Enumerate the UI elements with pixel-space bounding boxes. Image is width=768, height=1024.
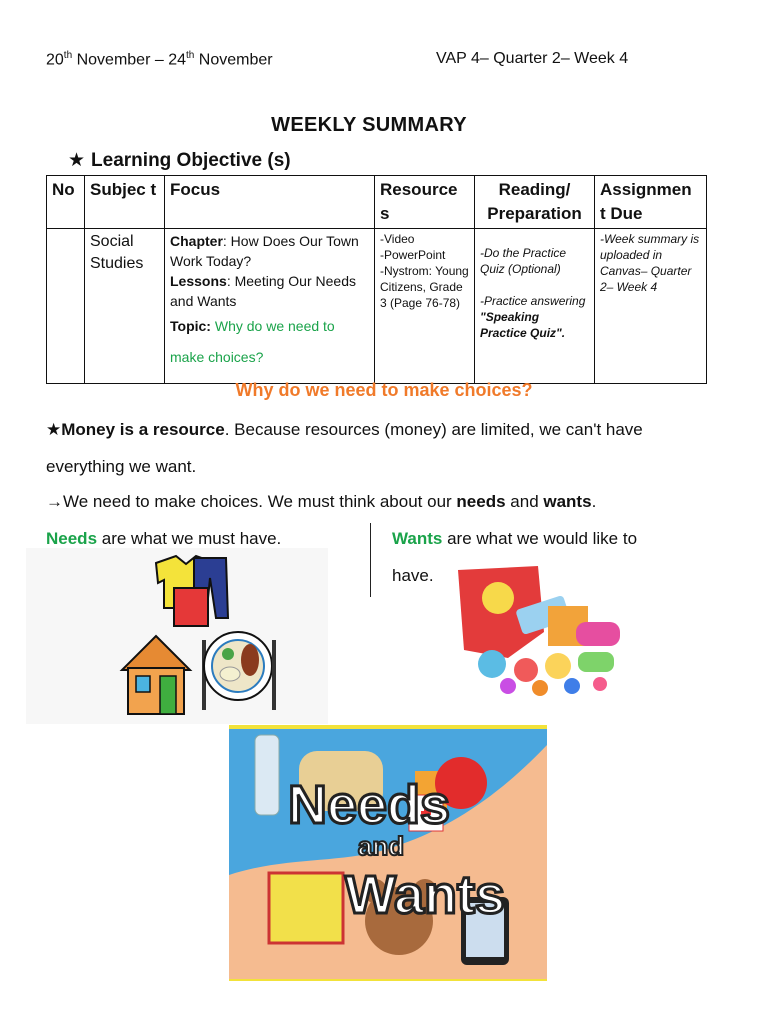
header-assignment: Assignmen t Due: [595, 176, 707, 229]
header-focus: Focus: [165, 176, 375, 229]
header-resources: Resource s: [375, 176, 475, 229]
poster-word-and: and: [357, 831, 405, 861]
table-header-row: [47, 176, 707, 229]
needs-definition: Needs are what we must have.: [46, 529, 282, 548]
poster-word-needs: Needs: [287, 775, 451, 835]
star-icon: ★: [68, 150, 86, 171]
objective-heading: ★ Learning Objective (s): [68, 150, 291, 171]
header-no: No: [47, 176, 85, 229]
course-label: VAP 4– Quarter 2– Week 4: [436, 50, 629, 67]
date-range: 20th November – 24th November: [46, 50, 273, 69]
cell-reading: -Do the Practice Quiz (Optional) -Practice answering "Speaking Practice Quiz".: [475, 229, 595, 384]
paragraph-money: ★Money is a resource. Because resources (money) are limited, we can't have: [46, 420, 643, 439]
header-reading: Reading/ Preparation: [475, 176, 595, 229]
star-icon: ★: [46, 420, 62, 439]
cell-assignment: -Week summary is uploaded in Canvas– Quarter 2– Week 4: [595, 229, 707, 384]
page-title: WEEKLY SUMMARY: [271, 114, 467, 136]
section-heading: Why do we need to make choices?: [235, 380, 533, 400]
cell-subject: Social Studies: [85, 229, 165, 384]
cell-no: [47, 229, 85, 384]
needs-and-wants-poster: [229, 725, 547, 981]
wants-definition-cont: have.: [392, 566, 434, 585]
summary-table: [46, 175, 707, 384]
paragraph-everything: everything we want.: [46, 457, 197, 476]
candy-illustration: [448, 562, 634, 702]
table-row: [47, 229, 707, 384]
divider: [370, 523, 371, 597]
wants-definition: Wants are what we would like to: [392, 529, 638, 548]
poster-word-wants: Wants: [345, 865, 505, 925]
needs-illustration: [26, 548, 328, 724]
header-subject: Subjec t: [85, 176, 165, 229]
paragraph-choices: →We need to make choices. We must think about our needs and wants.: [46, 492, 597, 511]
cell-resources: -Video -PowerPoint -Nystrom: Young Citizens, Grade 3 (Page 76-78): [375, 229, 475, 384]
cell-focus: Chapter: How Does Our Town Work Today? Lessons: Meeting Our Needs and Wants Topic: Why do we need to make choices?: [165, 229, 375, 384]
arrow-right-icon: →: [46, 492, 63, 511]
